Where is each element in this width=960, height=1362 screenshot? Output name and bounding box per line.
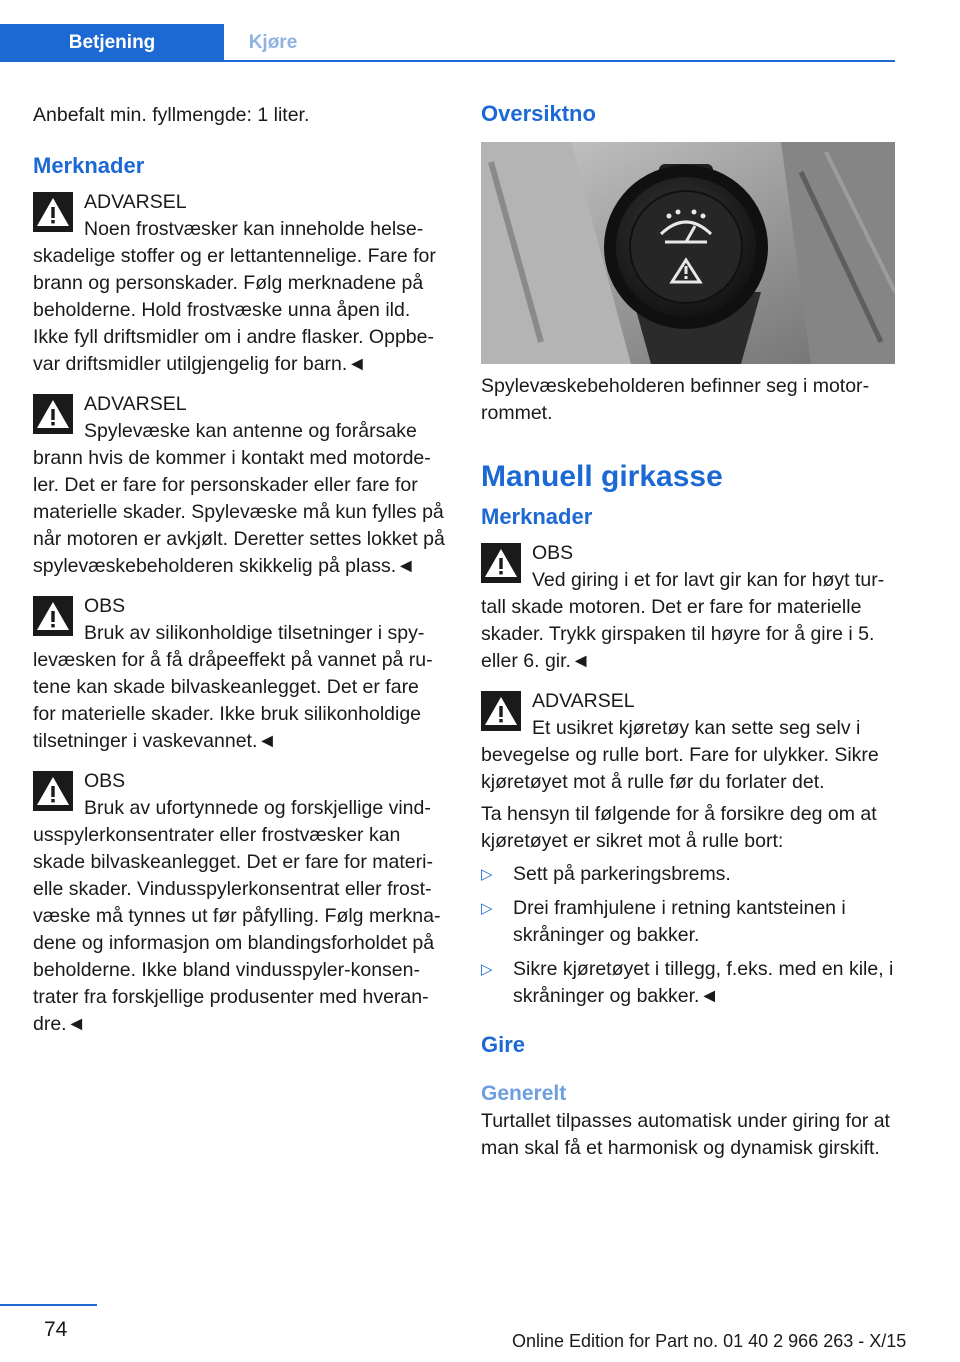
warning-text: Bruk av silikonholdige tilsetninger i spylevæsken for å få dråpeeffekt på vannet på rutene kan skade bilvaskeanlegget. Det er fare for materielle skader. Ikke bruk silikonholdige tilsetninger i vaskevannet.◄ [33, 622, 433, 752]
warning-triangle-icon [33, 394, 73, 434]
list-item [481, 956, 895, 1010]
warning-text: Spylevæske kan antenne og forårsake brann hvis de kommer i kontakt med motordeler. Det er fare for personskader eller fare for materielle skader. Spylevæske må kun fylles på når motoren er avkjølt. Deretter settes lokket på spylevæskebeholderen skikkelig på plass.◄ [33, 420, 445, 577]
list-item-text: Sikre kjøretøyet i tillegg, f.eks. med en kile, i skråninger og bakker.◄ [513, 958, 894, 1007]
header-divider [0, 60, 895, 62]
tab-betjening[interactable]: Betjening [0, 24, 224, 62]
warning-block [481, 540, 895, 675]
left-column [33, 100, 447, 1038]
warning-title: ADVARSEL [532, 690, 635, 712]
warning-title: ADVARSEL [84, 191, 187, 213]
page-number: 74 [44, 1318, 68, 1341]
triangle-bullet-icon: ▷ [481, 866, 493, 883]
warning-text: Noen frostvæsker kan inneholde helseskadelige stoffer og er lettantennelige. Fare for brann og personskader. Følg merknadene på beholderne. Hold frostvæske unna åpen ild. Ikke fyll driftsmidler om i andre flasker. Oppbevar driftsmidler utilgjengelig for barn.◄ [33, 218, 436, 375]
warning-block [481, 688, 895, 796]
warning-title: OBS [84, 595, 126, 617]
fill-quantity-text: Anbefalt min. fyllmengde: 1 liter. [33, 104, 310, 126]
notes-heading: Merknader [481, 504, 593, 529]
tab-kjore[interactable]: Kjøre [248, 32, 298, 53]
image-caption: Spylevæskebeholderen befinner seg i motorrommet. [481, 375, 870, 424]
general-heading: Generelt [481, 1082, 567, 1105]
list-item [481, 861, 895, 888]
list-item [481, 895, 895, 949]
manual-gearbox-heading: Manuell girkasse [481, 460, 723, 493]
triangle-bullet-icon: ▷ [481, 961, 493, 978]
notes-heading: Merknader [33, 153, 145, 178]
triangle-bullet-icon: ▷ [481, 900, 493, 917]
rolling-safety-paragraph: Ta hensyn til følgende for å forsikre deg om at kjøretøyet er sikret mot å rulle bort: [481, 803, 877, 852]
safety-checklist [481, 861, 895, 1010]
overview-heading: Oversiktno [481, 101, 596, 126]
right-column [481, 100, 895, 1162]
warning-block [33, 391, 447, 580]
warning-title: OBS [532, 542, 574, 564]
warning-triangle-icon [33, 771, 73, 811]
warning-text: Et usikret kjøretøy kan sette seg selv i bevegelse og rulle bort. Fare for ulykker. Sikre kjøretøyet mot å rulle før du forlater det. [481, 717, 879, 793]
list-item-text: Sett på parkeringsbrems. [513, 863, 731, 885]
warning-block [33, 768, 447, 1038]
warning-triangle-icon [481, 691, 521, 731]
list-item-text: Drei framhjulene i retning kantsteinen i skråninger og bakker. [513, 897, 846, 946]
warning-title: OBS [84, 770, 126, 792]
washer-reservoir-cap-photo [481, 142, 895, 364]
chapter-tabs [0, 24, 895, 62]
footer-divider [0, 1304, 97, 1306]
warning-block [33, 189, 447, 378]
warning-block [33, 593, 447, 755]
warning-triangle-icon [33, 192, 73, 232]
shifting-heading: Gire [481, 1032, 526, 1057]
warning-text: Bruk av ufortynnede og forskjellige vindusspylerkonsentrater eller frostvæsker kan skade bilvaskeanlegget. Det er fare for materielle skader. Vindusspylerkonsentrat eller frostvæske må tynnes ut før påfylling. Følg merknadene og informasjon om blandingsforholdet på beholderne. Ikke bland vindusspyler-konsentrater fra forskjellige produsenter med hverandre.◄ [33, 797, 441, 1035]
edition-footer: Online Edition for Part no. 01 40 2 966 263 - X/15 [512, 1331, 907, 1351]
general-paragraph: Turtallet tilpasses automatisk under giring for at man skal få et harmonisk og dynamisk girskift. [481, 1110, 890, 1159]
warning-triangle-icon [33, 596, 73, 636]
warning-title: ADVARSEL [84, 393, 187, 415]
warning-text: Ved giring i et for lavt gir kan for høyt turtall skade motoren. Det er fare for materielle skader. Trykk girspaken til høyre for å gire i 5. eller 6. gir.◄ [481, 569, 885, 672]
warning-triangle-icon [481, 543, 521, 583]
